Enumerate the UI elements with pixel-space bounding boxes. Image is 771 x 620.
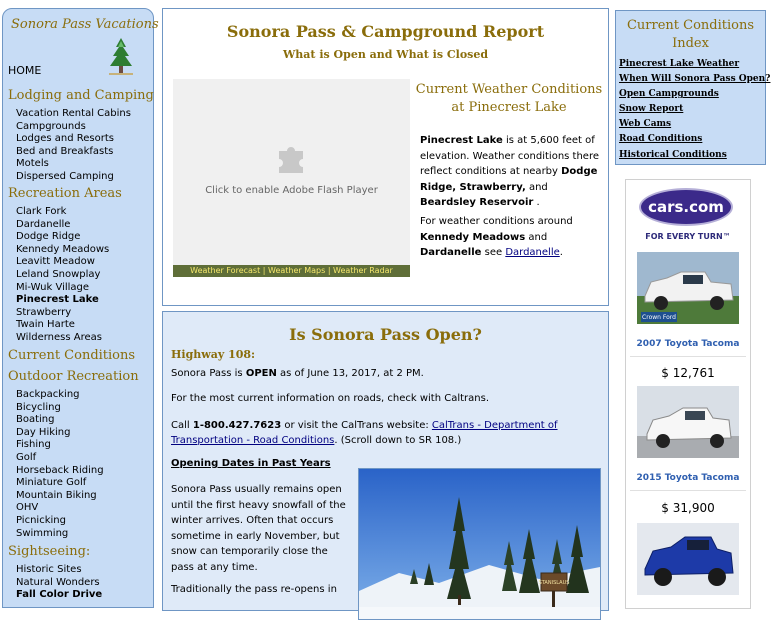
text: Sonora Pass is <box>171 368 246 379</box>
text: For weather conditions around <box>420 216 573 227</box>
outdoor-list <box>16 389 104 540</box>
car-price: $ 12,761 <box>661 366 715 380</box>
list-item[interactable]: Mountain Biking <box>16 489 97 501</box>
snowy-pass-photo <box>358 468 601 620</box>
report-panel <box>162 8 609 306</box>
lodging-heading[interactable]: Lodging and Camping <box>8 88 154 103</box>
sightseeing-list <box>16 564 102 602</box>
text: Sonora Pass usually remains open until the first heavy snowfall of the winter arrives. Often that occurs sometime in early November, but snow can temporarily close the pass at any time. <box>171 484 346 573</box>
recreation-heading[interactable]: Recreation Areas <box>8 186 122 201</box>
list-item[interactable]: Motels <box>16 158 49 170</box>
list-item[interactable]: Fishing <box>16 439 51 451</box>
text: and <box>525 181 548 193</box>
list-item[interactable]: Bed and Breakfasts <box>16 145 114 157</box>
index-link[interactable]: Pinecrest Lake Weather <box>619 59 740 69</box>
list-item <box>619 72 770 87</box>
list-item <box>619 57 770 72</box>
lodging-list <box>16 108 131 184</box>
list-item[interactable]: Day Hiking <box>16 426 71 438</box>
weather-paragraph <box>420 214 606 261</box>
index-link[interactable]: Road Conditions <box>619 134 703 145</box>
bold-text: Dardanelle <box>420 247 482 258</box>
outdoor-heading[interactable]: Outdoor Recreation <box>8 369 139 384</box>
list-item[interactable]: Clark Fork <box>16 206 67 217</box>
list-item[interactable]: Picnicking <box>16 514 66 526</box>
plugin-puzzle-icon <box>275 141 309 179</box>
caltrans-link[interactable]: CalTrans - Department of Transportation - Road Conditions <box>171 420 558 446</box>
index-link[interactable]: When Will Sonora Pass Open? <box>619 74 771 85</box>
list-item[interactable]: Golf <box>16 451 37 463</box>
phone-number: 1-800.427.7623 <box>192 420 282 431</box>
pine-tree-icon <box>107 37 135 81</box>
list-item[interactable]: Swimming <box>16 527 69 539</box>
divider <box>630 356 746 357</box>
bold-text: Kennedy Meadows <box>420 231 526 243</box>
car-listing-title[interactable]: 2015 Toyota Tacoma <box>636 473 740 483</box>
list-item <box>619 117 770 132</box>
conditions-index <box>615 10 771 165</box>
list-item[interactable]: Dodge Ridge <box>16 231 81 243</box>
weather-heading <box>415 81 603 117</box>
list-item[interactable]: Lodges and Resorts <box>16 133 114 145</box>
highway-heading: Highway 108: <box>171 348 256 361</box>
list-item[interactable]: Vacation Rental Cabins <box>16 108 131 119</box>
list-item[interactable]: Mi-Wuk Village <box>16 281 90 293</box>
list-item <box>619 148 770 163</box>
bold-text: Beardsley Reservoir <box>420 197 534 208</box>
list-item[interactable]: Backpacking <box>16 389 80 400</box>
list-item[interactable]: Boating <box>16 414 55 426</box>
bold-text: Pinecrest Lake <box>420 135 503 146</box>
text: . <box>559 247 563 258</box>
ad-tagline: FOR EVERY TURN™ <box>645 232 731 241</box>
weather-heading-line: Current Weather Conditions <box>415 82 603 97</box>
cars-logo[interactable]: cars.com <box>639 188 733 226</box>
text: . <box>533 197 540 208</box>
list-item <box>619 132 770 147</box>
text: as of June 13, 2017, at 2 PM. <box>276 368 424 379</box>
status-paragraph <box>171 366 601 381</box>
weather-paragraph <box>420 133 606 211</box>
left-sidebar <box>2 8 159 608</box>
list-item[interactable]: Campgrounds <box>16 120 86 132</box>
page-subtitle: What is Open and What is Closed <box>282 48 489 61</box>
info-paragraph: For the most current information on roads, check with Caltrans. <box>171 393 490 404</box>
index-link[interactable]: Web Cams <box>619 119 672 130</box>
list-item[interactable]: Natural Wonders <box>16 576 100 588</box>
list-item <box>619 102 770 117</box>
index-link[interactable]: Historical Conditions <box>619 149 727 160</box>
status-badge: OPEN <box>245 368 277 379</box>
index-link[interactable]: Snow Report <box>619 104 684 115</box>
car-listing-title[interactable]: 2007 Toyota Tacoma <box>636 339 740 349</box>
call-paragraph <box>171 418 596 448</box>
past-years-paragraph <box>171 482 349 598</box>
list-item[interactable]: Kennedy Meadows <box>16 243 110 255</box>
text: is at 5,600 feet of elevation. Weather conditions there reflect conditions at nearby <box>420 135 600 177</box>
text: or visit the CalTrans website: <box>281 420 432 431</box>
divider <box>630 490 746 491</box>
list-item[interactable]: Horseback Riding <box>16 464 104 476</box>
photo-sign-text: STANISLAUS <box>538 580 570 586</box>
sightseeing-heading[interactable]: Sightseeing: <box>8 544 91 559</box>
list-item[interactable]: Historic Sites <box>16 564 82 575</box>
pass-status-panel <box>162 311 609 611</box>
text: Call <box>171 420 193 431</box>
dardanelle-link[interactable]: Dardanelle <box>505 247 560 258</box>
list-item[interactable]: Leland Snowplay <box>16 268 101 280</box>
list-item[interactable]: Fall Color Drive <box>16 589 103 601</box>
list-item[interactable]: Leavitt Meadow <box>16 256 95 268</box>
index-link[interactable]: Open Campgrounds <box>619 89 719 100</box>
past-years-heading: Opening Dates in Past Years <box>171 458 331 469</box>
list-item[interactable]: Dardanelle <box>16 218 71 230</box>
text: . (Scroll down to SR 108.) <box>334 435 462 446</box>
page-title: Sonora Pass & Campground Report <box>226 22 545 41</box>
recreation-list <box>16 206 109 345</box>
weather-links-bar[interactable]: Weather Forecast | Weather Maps | Weather Radar <box>173 265 410 277</box>
car-photo-blue-truck[interactable] <box>637 523 739 595</box>
car-price: $ 31,900 <box>661 501 715 515</box>
list-item[interactable]: Wilderness Areas <box>16 331 102 343</box>
text: and <box>525 231 548 243</box>
list-item[interactable]: OHV <box>16 502 39 514</box>
flash-enable-text[interactable]: Click to enable Adobe Flash Player <box>205 185 378 196</box>
cars-advertisement[interactable] <box>625 179 751 609</box>
conditions-heading[interactable]: Current Conditions <box>8 348 136 363</box>
list-item[interactable]: Strawberry <box>16 306 72 318</box>
list-item[interactable]: Twain Harte <box>16 319 75 331</box>
index-list <box>619 57 770 163</box>
index-title-line: Current Conditions <box>626 18 755 33</box>
car-photo-white-tacoma[interactable] <box>637 252 739 324</box>
list-item[interactable]: Bicycling <box>16 401 61 413</box>
home-link[interactable]: HOME <box>8 64 42 77</box>
list-item-current[interactable]: Pinecrest Lake <box>16 294 99 306</box>
list-item[interactable]: Miniature Golf <box>16 477 87 489</box>
bold-text: Dodge Ridge, Strawberry, <box>420 166 598 193</box>
list-item <box>619 87 770 102</box>
list-item[interactable]: Dispersed Camping <box>16 170 114 182</box>
flash-placeholder[interactable] <box>173 79 410 265</box>
section-title: Is Sonora Pass Open? <box>289 325 482 344</box>
car-photo-white-tacoma-2015[interactable] <box>637 386 739 458</box>
dealer-text: Crown Ford <box>642 314 676 321</box>
index-title-line: Index <box>672 36 709 51</box>
index-title <box>616 17 765 53</box>
text: see <box>481 247 506 258</box>
site-title[interactable]: Sonora Pass Vacations <box>11 17 159 32</box>
text: Traditionally the pass re-opens in <box>171 584 337 595</box>
weather-heading-line: at Pinecrest Lake <box>451 100 567 115</box>
